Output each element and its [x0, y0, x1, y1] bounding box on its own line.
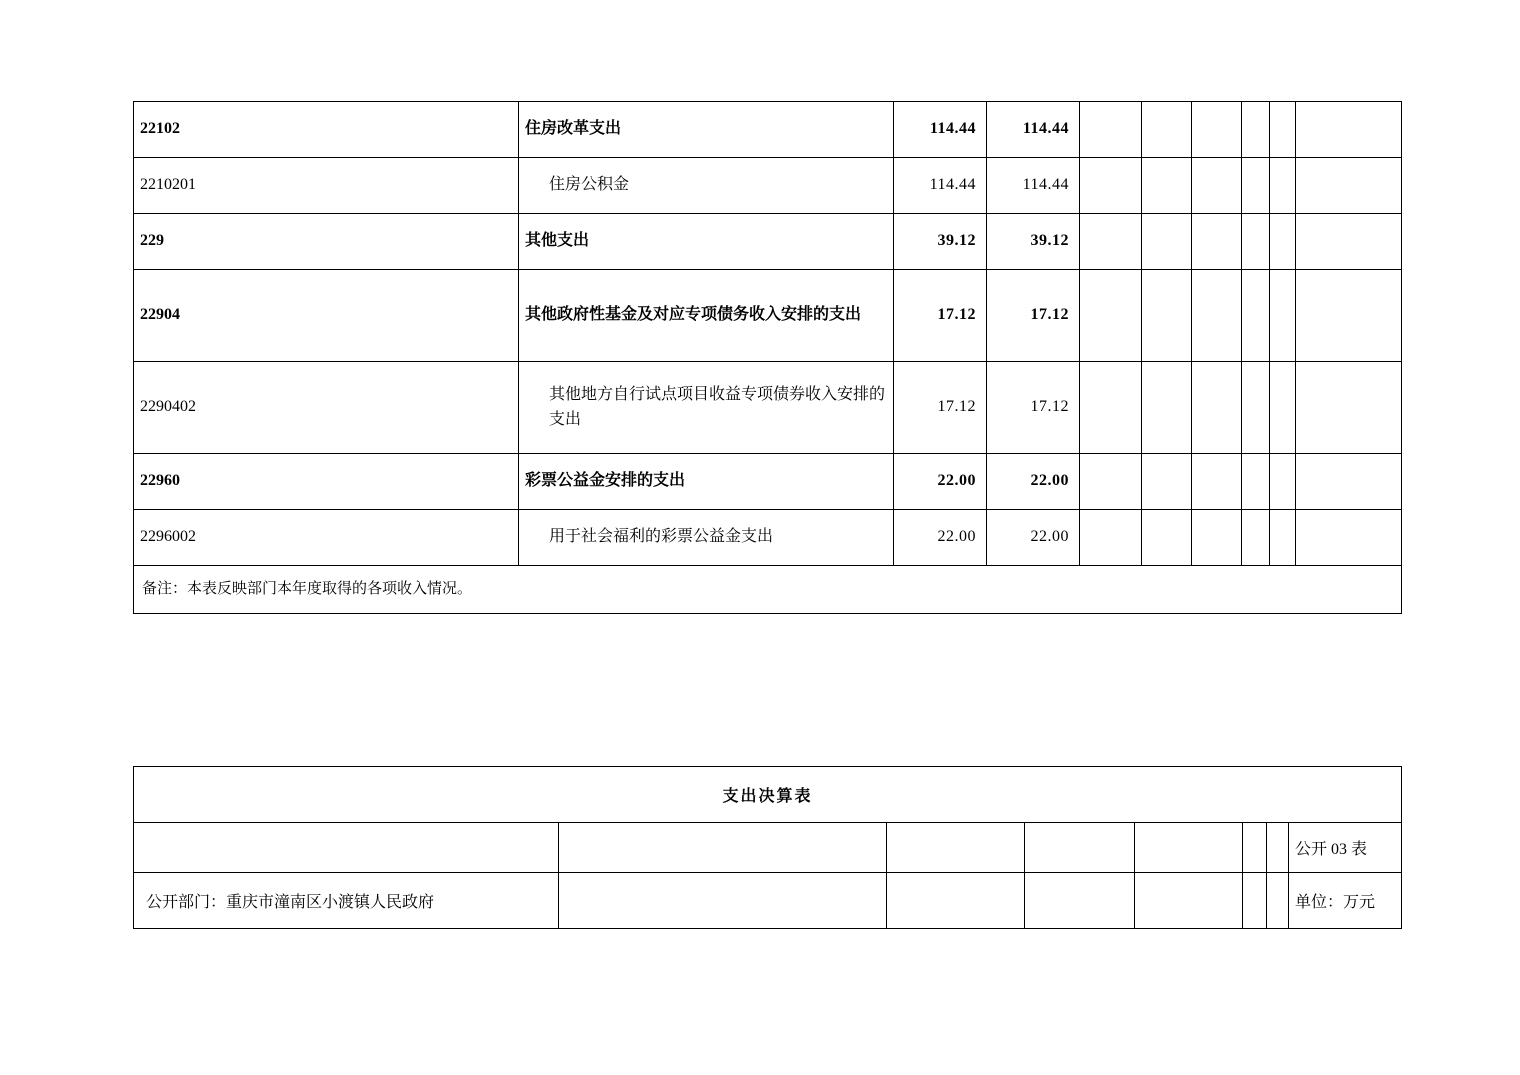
- row-code: 22102: [134, 102, 519, 158]
- row-value-2: 114.44: [987, 102, 1080, 158]
- row-value-1: 17.12: [894, 362, 987, 454]
- row-code: 2210201: [134, 158, 519, 214]
- row-blank-3: [1192, 214, 1242, 270]
- header-blank-10: [1025, 873, 1135, 929]
- row-blank-6: [1296, 102, 1402, 158]
- row-blank-6: [1296, 270, 1402, 362]
- row-value-2: 114.44: [987, 158, 1080, 214]
- row-name: 住房改革支出: [519, 102, 894, 158]
- row-blank-6: [1296, 454, 1402, 510]
- row-blank-2: [1142, 102, 1192, 158]
- row-blank-3: [1192, 158, 1242, 214]
- income-table-continued: [133, 101, 1402, 614]
- row-blank-5: [1270, 158, 1296, 214]
- header-blank-2: [559, 823, 887, 873]
- table-row: [134, 158, 1402, 214]
- row-blank-5: [1270, 362, 1296, 454]
- row-value-1: 114.44: [894, 158, 987, 214]
- expenditure-title-row: [134, 767, 1402, 823]
- row-blank-3: [1192, 362, 1242, 454]
- row-blank-1: [1080, 270, 1142, 362]
- table-row: [134, 270, 1402, 362]
- row-blank-6: [1296, 510, 1402, 566]
- row-blank-4: [1242, 214, 1270, 270]
- row-value-1: 22.00: [894, 510, 987, 566]
- row-blank-4: [1242, 102, 1270, 158]
- row-name: 用于社会福利的彩票公益金支出: [519, 510, 894, 566]
- header-blank-13: [1267, 873, 1289, 929]
- row-blank-6: [1296, 362, 1402, 454]
- header-blank-6: [1243, 823, 1267, 873]
- department-label: 公开部门：重庆市潼南区小渡镇人民政府: [134, 873, 559, 929]
- row-blank-1: [1080, 214, 1142, 270]
- row-name: 其他支出: [519, 214, 894, 270]
- row-blank-4: [1242, 270, 1270, 362]
- table-row: [134, 362, 1402, 454]
- table-row: [134, 102, 1402, 158]
- row-name: 彩票公益金安排的支出: [519, 454, 894, 510]
- header-blank-8: [559, 873, 887, 929]
- header-blank-12: [1243, 873, 1267, 929]
- row-code: 229: [134, 214, 519, 270]
- table-row: [134, 454, 1402, 510]
- table-note: 备注：本表反映部门本年度取得的各项收入情况。: [134, 566, 1402, 614]
- row-code: 2290402: [134, 362, 519, 454]
- row-blank-2: [1142, 158, 1192, 214]
- row-blank-1: [1080, 362, 1142, 454]
- form-number: 公开 03 表: [1289, 823, 1402, 873]
- expenditure-department-row: [134, 873, 1402, 929]
- row-blank-1: [1080, 158, 1142, 214]
- row-blank-4: [1242, 158, 1270, 214]
- unit-label: 单位：万元: [1289, 873, 1402, 929]
- header-blank-3: [887, 823, 1025, 873]
- row-value-2: 22.00: [987, 454, 1080, 510]
- row-blank-1: [1080, 510, 1142, 566]
- header-blank-1: [134, 823, 559, 873]
- row-name: 其他政府性基金及对应专项债务收入安排的支出: [519, 270, 894, 362]
- row-blank-5: [1270, 270, 1296, 362]
- row-blank-1: [1080, 102, 1142, 158]
- row-blank-6: [1296, 214, 1402, 270]
- row-blank-4: [1242, 454, 1270, 510]
- row-blank-2: [1142, 510, 1192, 566]
- expenditure-table-header: [133, 766, 1402, 929]
- row-name: 其他地方自行试点项目收益专项债券收入安排的支出: [519, 362, 894, 454]
- row-blank-1: [1080, 454, 1142, 510]
- row-value-1: 22.00: [894, 454, 987, 510]
- row-value-1: 114.44: [894, 102, 987, 158]
- row-blank-5: [1270, 102, 1296, 158]
- row-code: 2296002: [134, 510, 519, 566]
- table-row: [134, 214, 1402, 270]
- row-code: 22960: [134, 454, 519, 510]
- row-blank-4: [1242, 362, 1270, 454]
- row-blank-2: [1142, 454, 1192, 510]
- row-blank-2: [1142, 362, 1192, 454]
- header-blank-7: [1267, 823, 1289, 873]
- table-note-row: [134, 566, 1402, 614]
- header-blank-4: [1025, 823, 1135, 873]
- row-value-2: 22.00: [987, 510, 1080, 566]
- row-blank-3: [1192, 270, 1242, 362]
- row-blank-3: [1192, 510, 1242, 566]
- header-blank-11: [1135, 873, 1243, 929]
- row-value-1: 17.12: [894, 270, 987, 362]
- header-blank-5: [1135, 823, 1243, 873]
- table-row: [134, 510, 1402, 566]
- expenditure-formnumber-row: [134, 823, 1402, 873]
- header-blank-9: [887, 873, 1025, 929]
- row-blank-5: [1270, 214, 1296, 270]
- row-value-2: 17.12: [987, 270, 1080, 362]
- row-name: 住房公积金: [519, 158, 894, 214]
- row-value-2: 17.12: [987, 362, 1080, 454]
- row-blank-6: [1296, 158, 1402, 214]
- row-blank-4: [1242, 510, 1270, 566]
- page-title: 支出决算表: [134, 767, 1402, 823]
- row-blank-2: [1142, 270, 1192, 362]
- row-blank-3: [1192, 454, 1242, 510]
- row-blank-3: [1192, 102, 1242, 158]
- row-value-1: 39.12: [894, 214, 987, 270]
- row-blank-5: [1270, 510, 1296, 566]
- row-code: 22904: [134, 270, 519, 362]
- row-blank-5: [1270, 454, 1296, 510]
- row-value-2: 39.12: [987, 214, 1080, 270]
- row-blank-2: [1142, 214, 1192, 270]
